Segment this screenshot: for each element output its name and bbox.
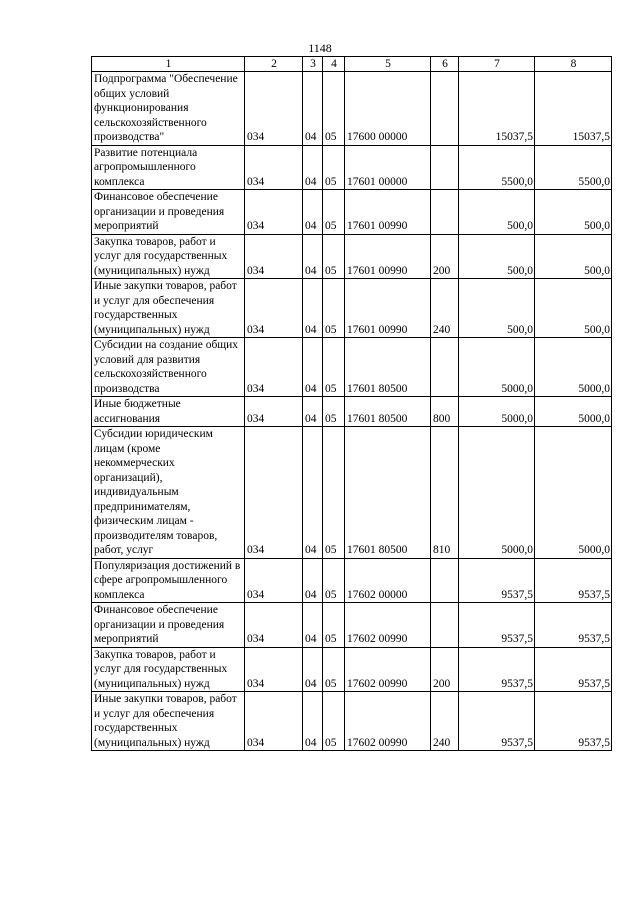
column-number-2: 2	[245, 57, 303, 72]
amount-col7: 500,0	[459, 190, 535, 235]
amount-col8: 15037,5	[535, 72, 612, 146]
item-name: Закупка товаров, работ и услуг для государственных (муниципальных) нужд	[92, 647, 245, 692]
ministry-code: 034	[245, 338, 303, 397]
table-row	[92, 397, 612, 427]
item-name: Иные бюджетные ассигнования	[92, 397, 245, 427]
section-code: 04	[303, 72, 323, 146]
section-code: 04	[303, 647, 323, 692]
expense-type-code	[431, 558, 459, 603]
expense-type-code: 240	[431, 692, 459, 751]
table-row	[92, 72, 612, 146]
amount-col7: 5000,0	[459, 397, 535, 427]
column-number-3: 3	[303, 57, 323, 72]
expense-type-code	[431, 338, 459, 397]
column-number-8: 8	[535, 57, 612, 72]
section-code: 04	[303, 603, 323, 648]
section-code: 04	[303, 190, 323, 235]
target-article-code: 17601 00990	[345, 190, 431, 235]
ministry-code: 034	[245, 190, 303, 235]
table-row	[92, 145, 612, 190]
column-number-7: 7	[459, 57, 535, 72]
amount-col8: 5000,0	[535, 397, 612, 427]
subsection-code: 05	[323, 692, 345, 751]
target-article-code: 17601 80500	[345, 427, 431, 559]
ministry-code: 034	[245, 647, 303, 692]
subsection-code: 05	[323, 72, 345, 146]
amount-col7: 5500,0	[459, 145, 535, 190]
item-name: Закупка товаров, работ и услуг для государственных (муниципальных) нужд	[92, 234, 245, 279]
section-code: 04	[303, 427, 323, 559]
item-name: Финансовое обеспечение организации и проведения мероприятий	[92, 190, 245, 235]
amount-col7: 9537,5	[459, 603, 535, 648]
target-article-code: 17601 00990	[345, 234, 431, 279]
target-article-code: 17601 80500	[345, 397, 431, 427]
item-name: Финансовое обеспечение организации и проведения мероприятий	[92, 603, 245, 648]
amount-col8: 9537,5	[535, 692, 612, 751]
page-number: 1148	[308, 41, 332, 55]
table-row	[92, 558, 612, 603]
ministry-code: 034	[245, 692, 303, 751]
amount-col8: 500,0	[535, 279, 612, 338]
amount-col7: 9537,5	[459, 558, 535, 603]
amount-col7: 5000,0	[459, 427, 535, 559]
subsection-code: 05	[323, 647, 345, 692]
subsection-code: 05	[323, 603, 345, 648]
ministry-code: 034	[245, 72, 303, 146]
ministry-code: 034	[245, 603, 303, 648]
table-row	[92, 279, 612, 338]
section-code: 04	[303, 338, 323, 397]
amount-col7: 5000,0	[459, 338, 535, 397]
column-number-6: 6	[431, 57, 459, 72]
column-number-4: 4	[323, 57, 345, 72]
table-row	[92, 692, 612, 751]
ministry-code: 034	[245, 427, 303, 559]
section-code: 04	[303, 279, 323, 338]
ministry-code: 034	[245, 145, 303, 190]
subsection-code: 05	[323, 397, 345, 427]
item-name: Иные закупки товаров, работ и услуг для обеспечения государственных (муниципальных) нужд	[92, 279, 245, 338]
section-code: 04	[303, 397, 323, 427]
amount-col8: 500,0	[535, 234, 612, 279]
amount-col7: 500,0	[459, 279, 535, 338]
item-name: Иные закупки товаров, работ и услуг для обеспечения государственных (муниципальных) нужд	[92, 692, 245, 751]
item-name: Популяризация достижений в сфере агропромышленного комплекса	[92, 558, 245, 603]
table-header-row	[92, 57, 612, 72]
budget-table	[91, 56, 612, 751]
target-article-code: 17602 00990	[345, 647, 431, 692]
section-code: 04	[303, 145, 323, 190]
item-name: Развитие потенциала агропромышленного комплекса	[92, 145, 245, 190]
subsection-code: 05	[323, 427, 345, 559]
amount-col8: 5000,0	[535, 427, 612, 559]
table-row	[92, 427, 612, 559]
target-article-code: 17602 00000	[345, 558, 431, 603]
section-code: 04	[303, 234, 323, 279]
target-article-code: 17601 00000	[345, 145, 431, 190]
target-article-code: 17601 00990	[345, 279, 431, 338]
amount-col8: 9537,5	[535, 647, 612, 692]
ministry-code: 034	[245, 558, 303, 603]
amount-col8: 9537,5	[535, 603, 612, 648]
table-row	[92, 647, 612, 692]
section-code: 04	[303, 558, 323, 603]
section-code: 04	[303, 692, 323, 751]
expense-type-code	[431, 72, 459, 146]
item-name: Подпрограмма "Обеспечение общих условий функционирования сельскохозяйственного производства"	[92, 72, 245, 146]
expense-type-code	[431, 603, 459, 648]
column-number-1: 1	[92, 57, 245, 72]
expense-type-code: 200	[431, 647, 459, 692]
target-article-code: 17602 00990	[345, 692, 431, 751]
amount-col7: 500,0	[459, 234, 535, 279]
column-number-5: 5	[345, 57, 431, 72]
expense-type-code: 810	[431, 427, 459, 559]
amount-col7: 9537,5	[459, 647, 535, 692]
expense-type-code	[431, 145, 459, 190]
table-row	[92, 603, 612, 648]
table-row	[92, 234, 612, 279]
item-name: Субсидии юридическим лицам (кроме некоммерческих организаций), индивидуальным предпринимателям, физическим лицам - производителям товаров, работ, услуг	[92, 427, 245, 559]
subsection-code: 05	[323, 145, 345, 190]
target-article-code: 17601 80500	[345, 338, 431, 397]
expense-type-code: 200	[431, 234, 459, 279]
expense-type-code: 240	[431, 279, 459, 338]
subsection-code: 05	[323, 279, 345, 338]
amount-col8: 9537,5	[535, 558, 612, 603]
table-row	[92, 190, 612, 235]
expense-type-code	[431, 190, 459, 235]
subsection-code: 05	[323, 234, 345, 279]
expense-type-code: 800	[431, 397, 459, 427]
ministry-code: 034	[245, 234, 303, 279]
ministry-code: 034	[245, 397, 303, 427]
subsection-code: 05	[323, 190, 345, 235]
amount-col7: 9537,5	[459, 692, 535, 751]
amount-col8: 500,0	[535, 190, 612, 235]
subsection-code: 05	[323, 558, 345, 603]
ministry-code: 034	[245, 279, 303, 338]
amount-col7: 15037,5	[459, 72, 535, 146]
amount-col8: 5500,0	[535, 145, 612, 190]
target-article-code: 17600 00000	[345, 72, 431, 146]
table-row	[92, 338, 612, 397]
item-name: Субсидии на создание общих условий для развития сельскохозяйственного производства	[92, 338, 245, 397]
amount-col8: 5000,0	[535, 338, 612, 397]
subsection-code: 05	[323, 338, 345, 397]
target-article-code: 17602 00990	[345, 603, 431, 648]
